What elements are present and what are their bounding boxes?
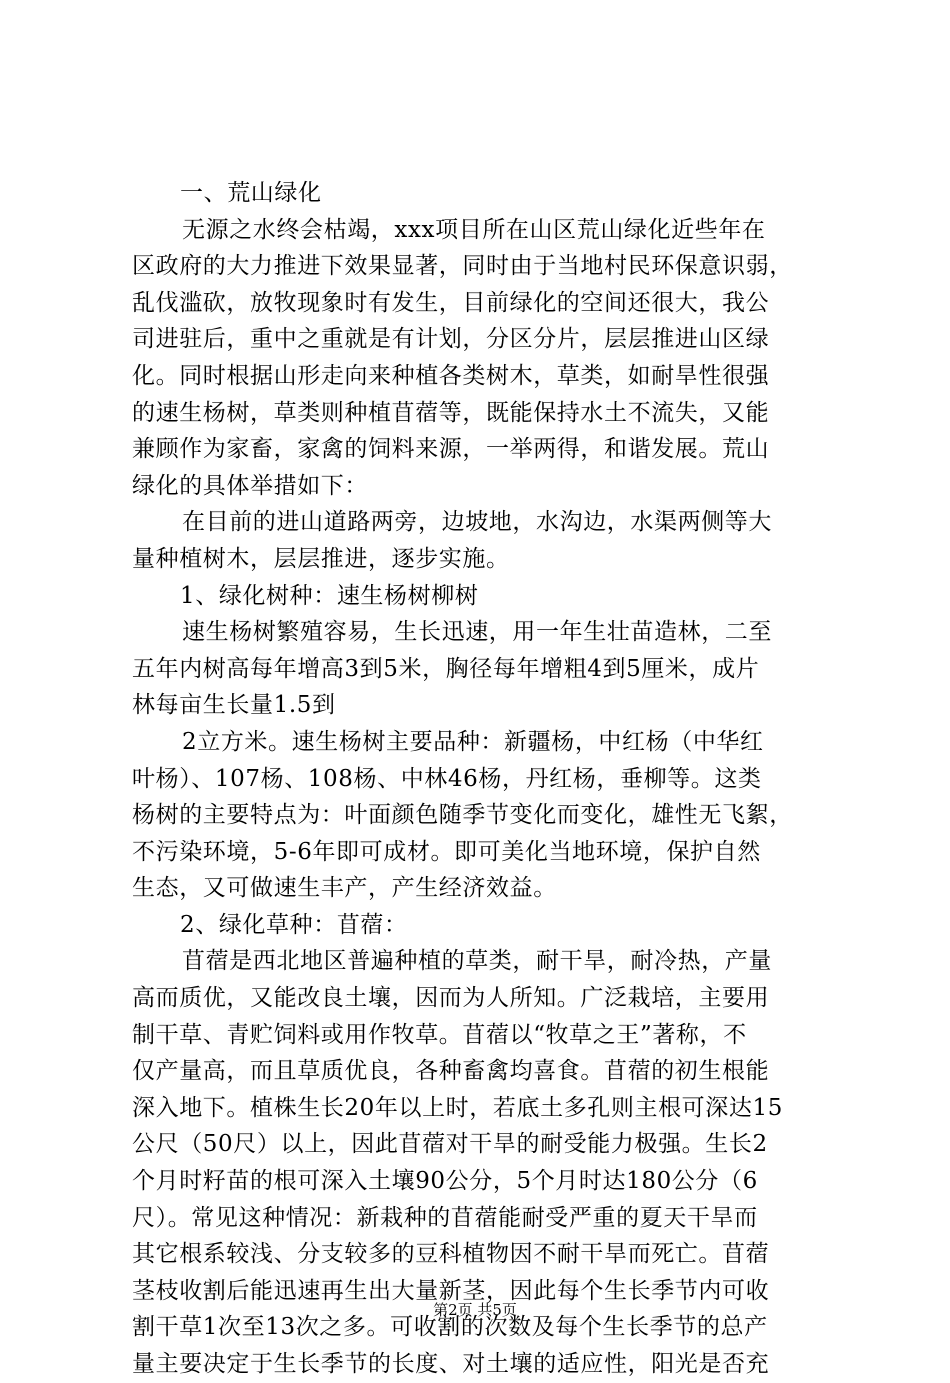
document-body	[132, 175, 837, 1383]
paragraph-line: 化。同时根据山形走向来种植各类树木，草类，如耐旱性很强	[132, 362, 770, 389]
paragraph-line: 在目前的进山道路两旁，边坡地，水沟边，水渠两侧等大	[182, 509, 772, 536]
page-number: 第2页 共5页	[433, 1301, 517, 1319]
paragraph-line: 绿化的具体举措如下：	[132, 472, 368, 499]
paragraph-line: 乱伐滥砍，放牧现象时有发生，目前绿化的空间还很大，我公	[132, 289, 770, 316]
paragraph-line: 制干草、青贮饲料或用作牧草。苜蓿以“牧草之王”著称，不	[132, 1021, 747, 1048]
paragraph-line: 仅产量高，而且草质优良，各种畜禽均喜食。苜蓿的初生根能	[132, 1058, 770, 1085]
paragraph-line: 区政府的大力推进下效果显著，同时由于当地村民环保意识弱，	[132, 253, 793, 280]
paragraph-line: 其它根系较浅、分支较多的豆科植物因不耐干旱而死亡。苜蓿	[132, 1241, 770, 1268]
paragraph-line: 叶杨）、107杨、108杨、中林46杨，丹红杨，垂柳等。这类	[132, 765, 762, 792]
page-footer	[0, 1300, 950, 1320]
paragraph-line: 兼顾作为家畜，家禽的饲料来源，一举两得，和谐发展。荒山	[132, 436, 770, 463]
paragraph-line: 公尺（50尺）以上，因此苜蓿对干旱的耐受能力极强。生长2	[132, 1131, 768, 1158]
paragraph-line: 高而质优，又能改良土壤，因而为人所知。广泛栽培，主要用	[132, 985, 770, 1012]
paragraph-line: 深入地下。植株生长20年以上时，若底土多孔则主根可深达15	[132, 1094, 783, 1121]
paragraph-line: 尺）。常见这种情况：新栽种的苜蓿能耐受严重的夏天干旱而	[132, 1204, 758, 1231]
section-heading: 一、荒山绿化	[180, 180, 322, 206]
paragraph-line: 个月时籽苗的根可深入土壤90公分，5个月时达180公分（6	[132, 1168, 758, 1195]
paragraph-line: 苜蓿是西北地区普遍种植的草类，耐干旱，耐冷热，产量	[182, 948, 772, 975]
paragraph-line: 速生杨树繁殖容易，生长迅速，用一年生壮苗造林，二至	[182, 619, 772, 646]
paragraph-line: 林每亩生长量1.5到	[132, 692, 336, 719]
paragraph-line: 茎枝收割后能迅速再生出大量新茎，因此每个生长季节内可收	[132, 1277, 770, 1304]
paragraph-line: 不污染环境，5-6年即可成材。即可美化当地环境，保护自然	[132, 838, 761, 865]
paragraph-line: 无源之水终会枯竭，xxx项目所在山区荒山绿化近些年在	[182, 216, 766, 243]
paragraph-line: 2立方米。速生杨树主要品种：新疆杨，中红杨（中华红	[182, 728, 764, 755]
paragraph-line: 杨树的主要特点为：叶面颜色随季节变化而变化，雄性无飞絮，	[132, 802, 793, 829]
paragraph-line: 司进驻后，重中之重就是有计划，分区分片，层层推进山区绿	[132, 326, 770, 353]
paragraph-line: 量主要决定于生长季节的长度、对土壤的适应性，阳光是否充	[132, 1351, 770, 1377]
subsection-heading: 1、绿化树种：速生杨树柳树	[180, 582, 479, 609]
paragraph-line: 量种植树木，层层推进，逐步实施。	[132, 545, 510, 572]
paragraph-line: 生态，又可做速生丰产，产生经济效益。	[132, 875, 557, 902]
paragraph-line: 五年内树高每年增高3到5米，胸径每年增粗4到5厘米，成片	[132, 655, 760, 682]
paragraph-line: 割干草1次至13次之多。可收割的次数及每个生长季节的总产	[132, 1314, 768, 1341]
subsection-heading: 2、绿化草种：苜蓿：	[180, 911, 408, 938]
paragraph-line: 的速生杨树，草类则种植苜蓿等，既能保持水土不流失，又能	[132, 399, 770, 426]
